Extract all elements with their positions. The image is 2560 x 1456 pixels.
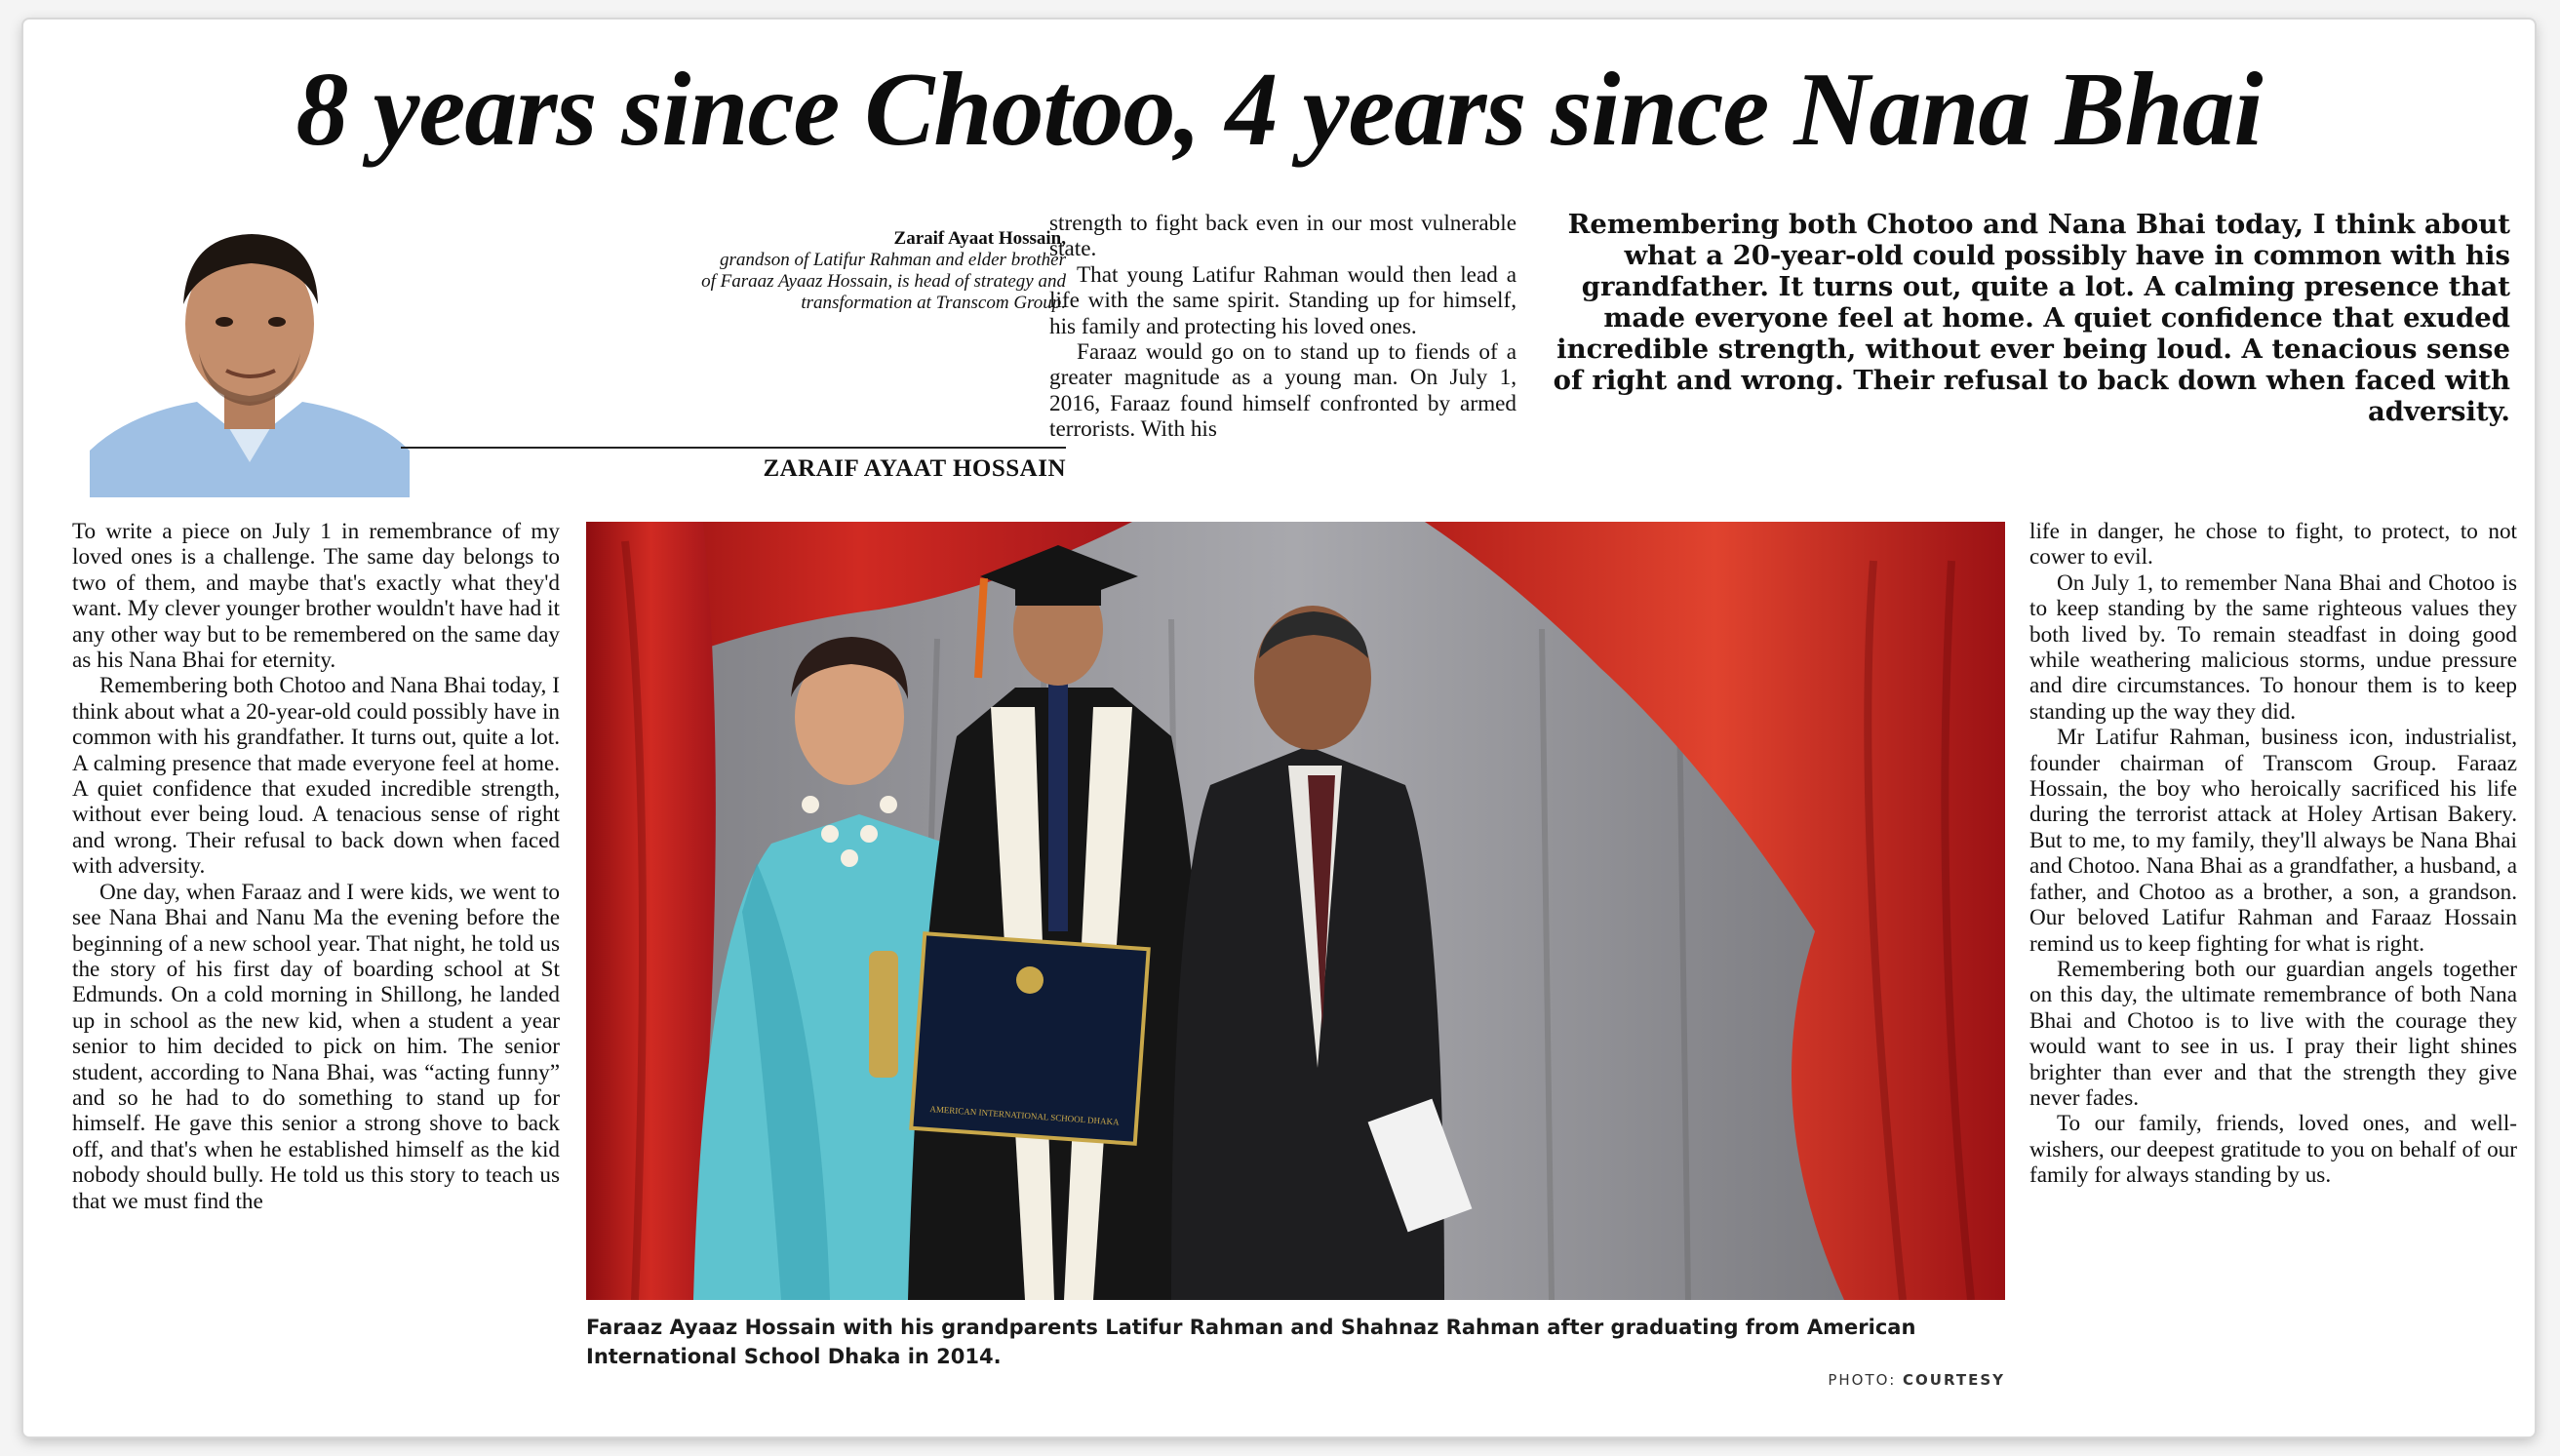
article-column-top xyxy=(1049,211,1516,443)
paragraph: To our family, friends, loved ones, and well-wishers, our deepest gratitude to you on behalf of our family for always standing by us. xyxy=(2029,1111,2517,1189)
byline: ZARAIF AYAAT HOSSAIN xyxy=(763,455,1066,482)
graduation-photo xyxy=(586,522,2005,1300)
photo-credit-label: PHOTO: xyxy=(1828,1371,1897,1389)
photo-credit-value: COURTESY xyxy=(1903,1371,2005,1389)
author-bio-line: grandson of Latifur Rahman and elder brother xyxy=(719,250,1066,270)
author-portrait xyxy=(90,207,410,497)
pull-quote: Remembering both Chotoo and Nana Bhai today, I think about what a 20-year-old could possibly have in common with his grandfather. It turns out, quite a lot. A calming presence that made everyone feel at home. A quiet confidence that exuded incredible strength, without ever being loud. A tenacious sense of right and wrong. Their refusal to back down when faced with adversity. xyxy=(1553,209,2510,427)
byline-divider xyxy=(401,447,1066,449)
author-box xyxy=(70,183,1066,497)
paragraph: life in danger, he chose to fight, to protect, to not cower to evil. xyxy=(2029,519,2517,571)
paragraph: Remembering both Chotoo and Nana Bhai today, I think about what a 20-year-old could possibly have in common with his grandfather. It turns out, quite a lot. A calming presence that made everyone feel at home. A quiet confidence that exuded incredible strength, without ever being loud. A tenacious sense of right and wrong. Their refusal to back down when faced with adversity. xyxy=(72,673,560,880)
author-name: Zaraif Ayaat Hossain, xyxy=(893,228,1066,249)
photo-caption: Faraaz Ayaaz Hossain with his grandparents Latifur Rahman and Shahnaz Rahman after graduating from American International School Dhaka in 2014. xyxy=(586,1316,1916,1368)
paragraph: One day, when Faraaz and I were kids, we went to see Nana Bhai and Nanu Ma the evening before the beginning of a new school year. That night, he told us the story of his first day of boarding school at St Edmunds. On a cold morning in Shillong, he landed up in school as the new kid, when a student a year senior to him decided to pick on him. The senior student, according to Nana Bhai, was “acting funny” and so he had to do something to stand up for himself. He gave this senior a strong shove to back off, and that's when he established himself as the kid nobody should bully. He told us this story to teach us that we must find the xyxy=(72,879,560,1214)
graduation-photo-illustration xyxy=(586,522,2005,1300)
photo-credit xyxy=(1828,1371,2005,1389)
paragraph: On July 1, to remember Nana Bhai and Chotoo is to keep standing by the same righteous values they both lived by. To remain steadfast in doing good while weathering malicious storms, undue pressure and dire circumstances. To honour them is to keep standing up the way they did. xyxy=(2029,570,2517,725)
diploma-text: AMERICAN INTERNATIONAL SCHOOL DHAKA xyxy=(929,1104,1120,1127)
article-column-left xyxy=(72,519,560,1214)
newspaper-page xyxy=(23,20,2535,1436)
paragraph: To write a piece on July 1 in remembrance of my loved ones is a challenge. The same day belongs to two of them, and maybe that's exactly what they'd want. My clever younger brother wouldn't have had it any other way but to be remembered on the same day as his Nana Bhai for eternity. xyxy=(72,519,560,674)
paragraph: Faraaz would go on to stand up to fiends of a greater magnitude as a young man. On July 1, 2016, Faraaz found himself confronted by armed terrorists. With his xyxy=(1049,339,1516,443)
paragraph: Mr Latifur Rahman, business icon, industrialist, founder chairman of Transcom Group. Faraaz Hossain, the boy who heroically sacrificed his life during the terrorist attack at Holey Artisan Bakery. But to me, to my family, they'll always be Nana Bhai and Chotoo. Nana Bhai as a grandfather, a husband, a father, and Chotoo as a brother, a son, a grandson. Our beloved Latifur Rahman and Faraaz Hossain remind us to keep fighting for what is right. xyxy=(2029,725,2517,957)
author-bio xyxy=(426,228,1066,314)
author-bio-line: transformation at Transcom Group. xyxy=(801,293,1066,313)
paragraph: Remembering both our guardian angels together on this day, the ultimate remembrance of both Nana Bhai and Chotoo is to live with the courage they would want to see in us. I pray their light shines brighter than ever and that the strength they give never fades. xyxy=(2029,956,2517,1111)
article-column-right xyxy=(2029,519,2517,1189)
author-bio-line: of Faraaz Ayaaz Hossain, is head of strategy and xyxy=(701,271,1066,292)
paragraph: That young Latifur Rahman would then lead a life with the same spirit. Standing up for himself, his family and protecting his loved ones. xyxy=(1049,261,1516,339)
paragraph: strength to fight back even in our most vulnerable state. xyxy=(1049,211,1516,262)
headline: 8 years since Chotoo, 4 years since Nana Bhai xyxy=(295,52,2263,168)
